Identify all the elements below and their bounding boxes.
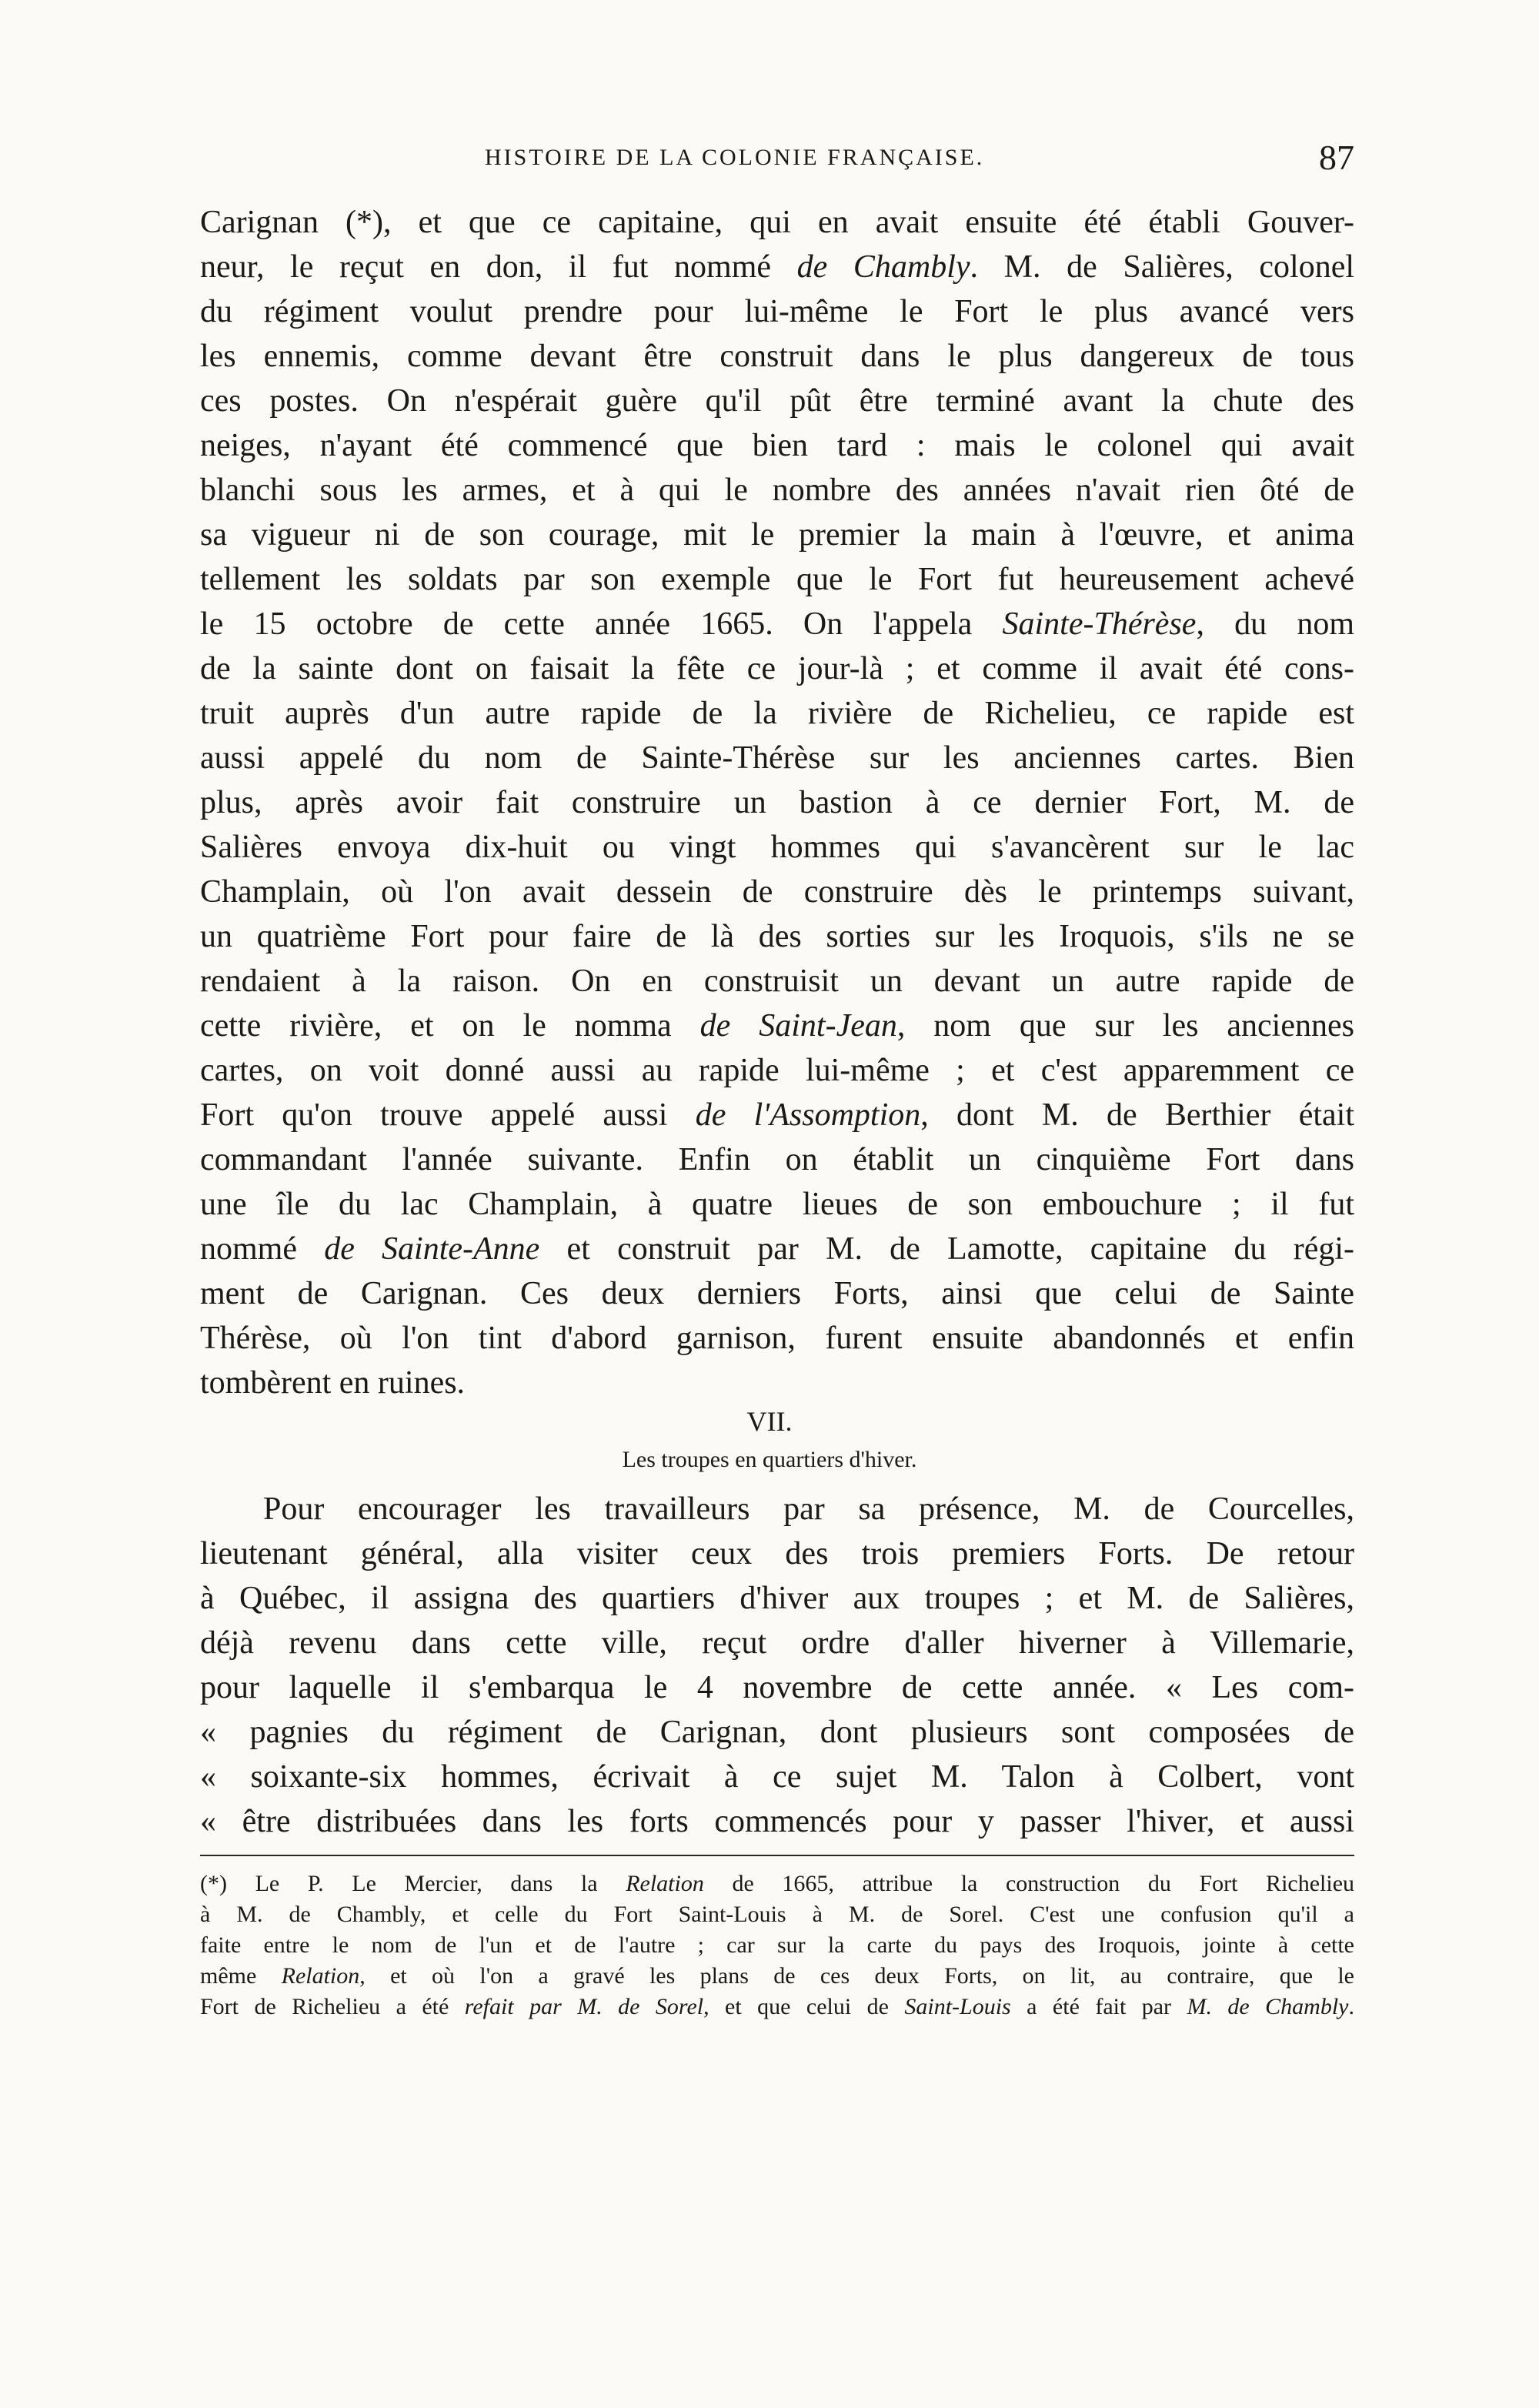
- text-line: Pour encourager les travailleurs par sa présence, M. de Courcelles,: [263, 1491, 1354, 1527]
- text-line: commandant l'année suivante. Enfin on établit un cinquième Fort dans: [200, 1142, 1354, 1177]
- text-line: ces postes. On n'espérait guère qu'il pût être terminé avant la chute des: [200, 383, 1354, 419]
- text-line: blanchi sous les armes, et à qui le nombre des années n'avait rien ôté de: [200, 473, 1354, 508]
- running-head: [200, 138, 1354, 191]
- text-line: Thérèse, où l'on tint d'abord garnison, furent ensuite abandonnés et enfin: [200, 1321, 1354, 1356]
- page-number: 87: [1319, 138, 1354, 177]
- text-line: de la sainte dont on faisait la fête ce jour-là ; et comme il avait été cons-: [200, 651, 1354, 686]
- section-number: VII.: [746, 1406, 793, 1437]
- text-line: aussi appelé du nom de Sainte-Thérèse sur les anciennes cartes. Bien: [200, 740, 1354, 776]
- text-line: une île du lac Champlain, à quatre lieues de son embouchure ; il fut: [200, 1187, 1354, 1222]
- text-line: neur, le reçut en don, il fut nommé de Chambly. M. de Salières, colonel: [200, 249, 1355, 285]
- text-line: Fort qu'on trouve appelé aussi de l'Assomption, dont M. de Berthier était: [200, 1097, 1354, 1133]
- footnote-line: Fort de Richelieu a été refait par M. de Sorel, et que celui de Saint-Louis a été fait par M. de Chambly.: [200, 1994, 1354, 2019]
- text-line: « soixante-six hommes, écrivait à ce sujet M. Talon à Colbert, vont: [200, 1759, 1354, 1795]
- text-line: Carignan (*), et que ce capitaine, qui en avait ensuite été établi Gouver-: [200, 205, 1354, 240]
- text-line: du régiment voulut prendre pour lui-même le Fort le plus avancé vers: [200, 294, 1354, 329]
- footnote-rule: [200, 1855, 1354, 1856]
- text-line: cartes, on voit donné aussi au rapide lui-même ; et c'est apparemment ce: [200, 1053, 1354, 1088]
- footnote-line: (*) Le P. Le Mercier, dans la Relation de 1665, attribue la construction du Fort Richelieu: [200, 1871, 1355, 1896]
- text-line: neiges, n'ayant été commencé que bien tard : mais le colonel qui avait: [200, 428, 1354, 463]
- text-line: « pagnies du régiment de Carignan, dont plusieurs sont composées de: [200, 1715, 1354, 1750]
- footnote-line: faite entre le nom de l'un et de l'autre ; car sur la carte du pays des Iroquois, jointe à cette: [200, 1932, 1354, 1958]
- running-title: HISTOIRE DE LA COLONIE FRANÇAISE.: [485, 145, 985, 170]
- text-line: Salières envoya dix-huit ou vingt hommes qui s'avancèrent sur le lac: [200, 830, 1354, 865]
- footnote-line: même Relation, et où l'on a gravé les plans de ces deux Forts, on lit, au contraire, que le: [200, 1963, 1355, 1989]
- text-line: les ennemis, comme devant être construit dans le plus dangereux de tous: [200, 339, 1354, 374]
- text-line: plus, après avoir fait construire un bastion à ce dernier Fort, M. de: [200, 785, 1354, 820]
- text-line: Champlain, où l'on avait dessein de construire dès le printemps suivant,: [200, 874, 1354, 910]
- text-line: nommé de Sainte-Anne et construit par M. de Lamotte, capitaine du régi-: [200, 1231, 1354, 1267]
- text-line: un quatrième Fort pour faire de là des sorties sur les Iroquois, s'ils ne se: [200, 919, 1354, 954]
- text-line: à Québec, il assigna des quartiers d'hiver aux troupes ; et M. de Salières,: [200, 1581, 1354, 1616]
- footnote-line: à M. de Chambly, et celle du Fort Saint-Louis à M. de Sorel. C'est une confusion qu'il a: [200, 1902, 1354, 1927]
- text-line: « être distribuées dans les forts commencés pour y passer l'hiver, et aussi: [200, 1804, 1354, 1839]
- text-line: truit auprès d'un autre rapide de la rivière de Richelieu, ce rapide est: [200, 696, 1354, 731]
- text-line: rendaient à la raison. On en construisit un devant un autre rapide de: [200, 964, 1354, 999]
- text-line: déjà revenu dans cette ville, reçut ordre d'aller hiverner à Villemarie,: [200, 1625, 1354, 1661]
- text-line: ment de Carignan. Ces deux derniers Forts, ainsi que celui de Sainte: [200, 1276, 1354, 1311]
- text-line: le 15 octobre de cette année 1665. On l'appela Sainte-Thérèse, du nom: [200, 606, 1355, 642]
- text-line: cette rivière, et on le nomma de Saint-Jean, nom que sur les anciennes: [200, 1008, 1354, 1044]
- text-line: lieutenant général, alla visiter ceux des trois premiers Forts. De retour: [200, 1536, 1354, 1571]
- text-line: pour laquelle il s'embarqua le 4 novembre de cette année. « Les com-: [200, 1670, 1354, 1705]
- section-title: Les troupes en quartiers d'hiver.: [622, 1447, 917, 1472]
- text-line: tombèrent en ruines.: [200, 1365, 466, 1401]
- text-line: sa vigueur ni de son courage, mit le premier la main à l'œuvre, et anima: [200, 517, 1354, 553]
- text-line: tellement les soldats par son exemple que le Fort fut heureusement achevé: [200, 562, 1354, 597]
